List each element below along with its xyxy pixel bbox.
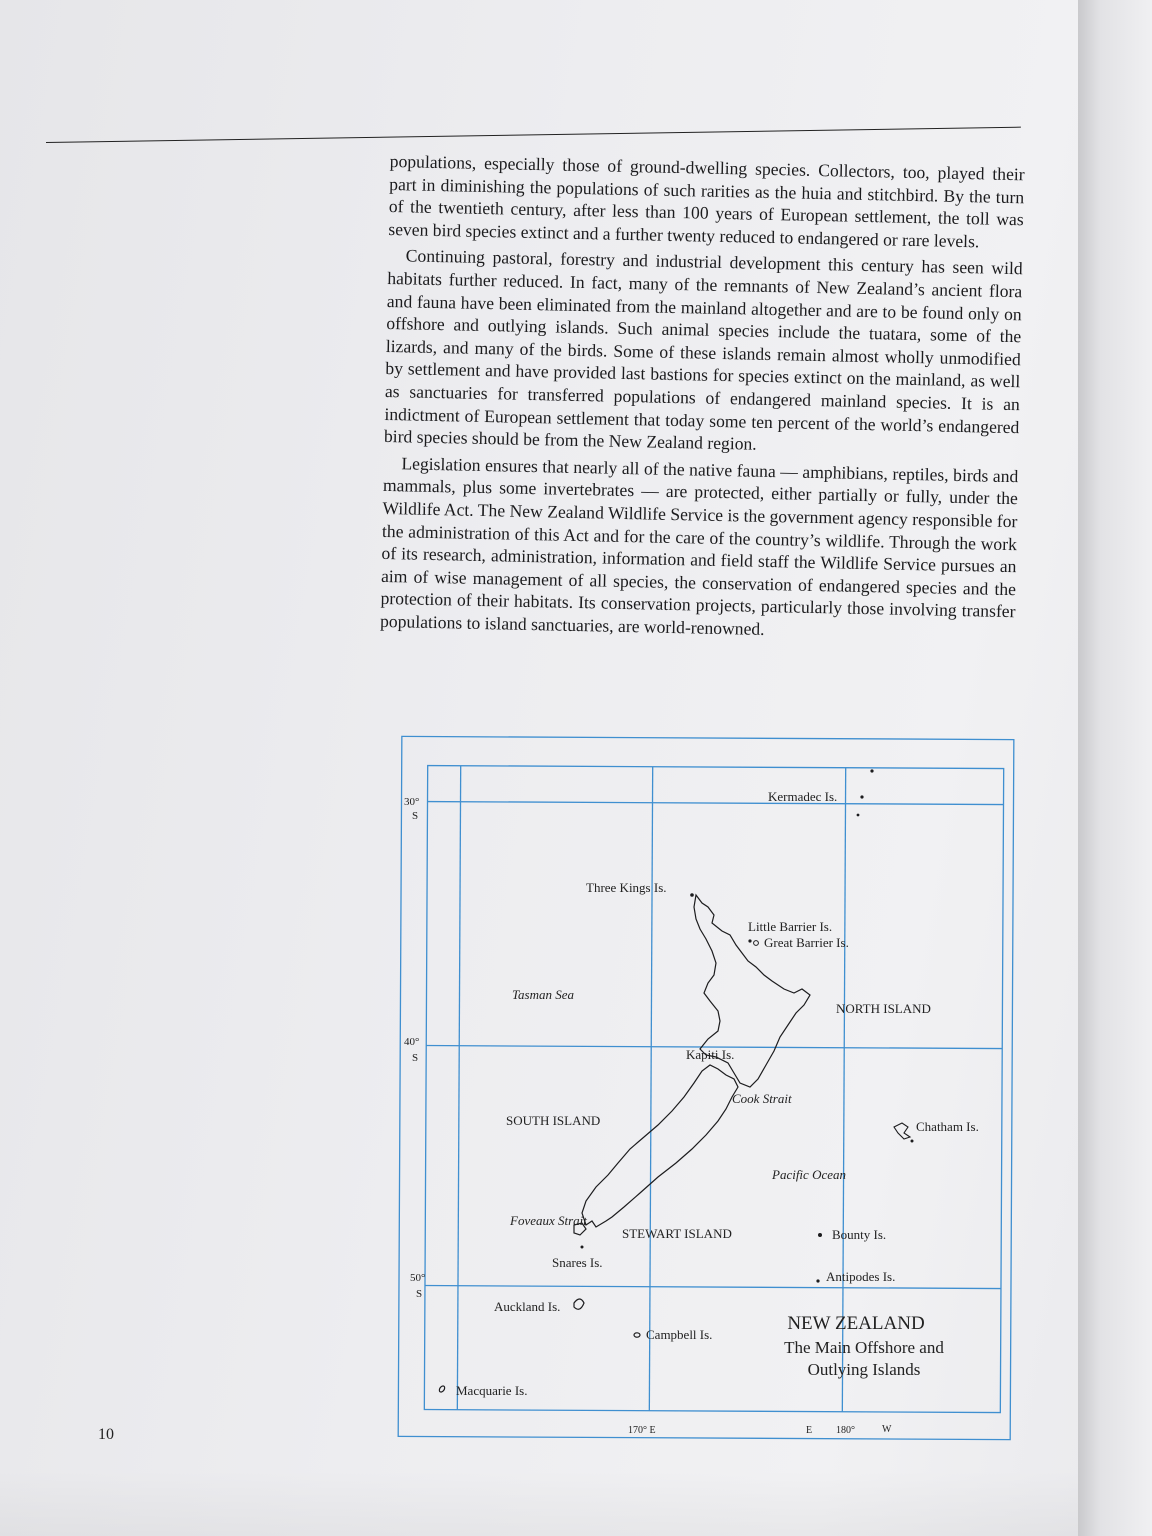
paragraph-3: Legislation ensures that nearly all of the native fauna — amphibians, reptiles, birds and mammals, plus some invertebrates — are protected, either partially or fully, under the Wildlife Act. The New Zealand Wildlife Service is the government agency responsible for the administration of this Act and for the care of the country’s wildlife. Through the work of its research, administration, information and field staff the Wildlife Service pursues an aim of wise management of all species, the conservation of endangered species and the protection of their habitats. Its conservation projects, particularly those involving transfer populations to island sanctuaries, are world-renowned. [379, 453, 1019, 639]
kermadec-dot-2 [860, 795, 863, 798]
map-svg [396, 735, 1016, 1447]
label-macquarie: Macquarie Is. [456, 1383, 528, 1398]
lat-30-s-label: S [412, 810, 419, 822]
kermadec-dot-1 [870, 769, 873, 772]
south-island-shape [582, 1065, 738, 1227]
label-great-barrier: Great Barrier Is. [764, 935, 849, 950]
chatham-dot [911, 1140, 914, 1143]
label-foveaux-strait: Foveaux Strait [510, 1213, 587, 1228]
antipodes-dot [816, 1279, 819, 1282]
campbell-island-shape [634, 1333, 640, 1337]
label-snares: Snares Is. [552, 1255, 603, 1270]
auckland-island-shape [574, 1299, 584, 1309]
chatham-island-shape [894, 1123, 910, 1139]
label-antipodes: Antipodes Is. [826, 1269, 896, 1284]
lon-180-label: 180° [836, 1425, 855, 1436]
label-south-island: SOUTH ISLAND [506, 1113, 601, 1128]
label-kermadec: Kermadec Is. [768, 789, 838, 804]
label-three-kings: Three Kings Is. [586, 880, 667, 895]
map-title: NEW ZEALAND [787, 1313, 925, 1334]
label-stewart-island: STEWART ISLAND [622, 1226, 732, 1241]
lat-50-label: 50° [410, 1272, 426, 1284]
three-kings-dot [690, 893, 694, 897]
body-text [380, 150, 1025, 650]
lat-30-label: 30° [404, 796, 420, 808]
snares-dot [581, 1246, 584, 1249]
kermadec-dot-3 [857, 814, 860, 817]
parallel-30 [428, 802, 1004, 805]
label-pacific-ocean: Pacific Ocean [772, 1167, 846, 1182]
map-subtitle-line2: Outlying Islands [807, 1360, 921, 1379]
label-kapiti: Kapiti Is. [686, 1047, 735, 1062]
lat-40-s-label: S [412, 1052, 419, 1064]
label-campbell: Campbell Is. [646, 1327, 713, 1342]
parallel-50 [425, 1286, 1001, 1289]
meridian-170 [649, 767, 652, 1411]
label-bounty: Bounty Is. [832, 1227, 887, 1242]
great-barrier-shape [754, 941, 759, 946]
lat-40-label: 40° [404, 1036, 420, 1048]
page-shadow [0, 1470, 1078, 1536]
label-little-barrier: Little Barrier Is. [748, 919, 833, 934]
label-tasman-sea: Tasman Sea [512, 987, 575, 1002]
bounty-dot [818, 1233, 822, 1237]
lat-50-s-label: S [416, 1288, 423, 1300]
paragraph-1: populations, especially those of ground-dwelling species. Collectors, too, played their part in diminishing the populations of such rarities as the huia and stitchbird. By the turn of the twentieth century, after less than 100 years of European settlement, the toll was seven bird species extinct and a further twenty reduced to endangered or rare levels. [388, 150, 1025, 252]
page-number: 10 [98, 1426, 114, 1443]
label-cook-strait: Cook Strait [732, 1091, 792, 1106]
label-chatham: Chatham Is. [916, 1119, 979, 1134]
page-edge [1078, 0, 1152, 1536]
little-barrier-dot [748, 939, 751, 942]
meridian-left [457, 766, 460, 1410]
lon-170-label: 170° E [628, 1425, 656, 1436]
lon-e-label: E [806, 1425, 813, 1436]
lon-w-label: W [882, 1424, 892, 1435]
map-subtitle-line1: The Main Offshore and [784, 1338, 944, 1357]
label-north-island: NORTH ISLAND [836, 1001, 931, 1016]
label-auckland: Auckland Is. [494, 1299, 561, 1314]
macquarie-island-shape [438, 1385, 446, 1393]
nz-map [396, 735, 1016, 1447]
paragraph-2: Continuing pastoral, forestry and industrial development this century has seen wild habitats further reduced. In fact, many of the remnants of New Zealand’s ancient flora and fauna have been eliminated from the mainland altogether and are to be found only on offshore and outlying islands. Such animal species include the tuatara, some of the lizards, and many of the birds. Some of these islands remain almost wholly unmodified by settlement and have provided last bastions for species extinct on the mainland, as well as sanctuaries for transferred populations of endangered mainland species. It is an indictment of European settlement that today some ten percent of the world’s endangered bird species should be from the New Zealand region. [383, 245, 1023, 454]
